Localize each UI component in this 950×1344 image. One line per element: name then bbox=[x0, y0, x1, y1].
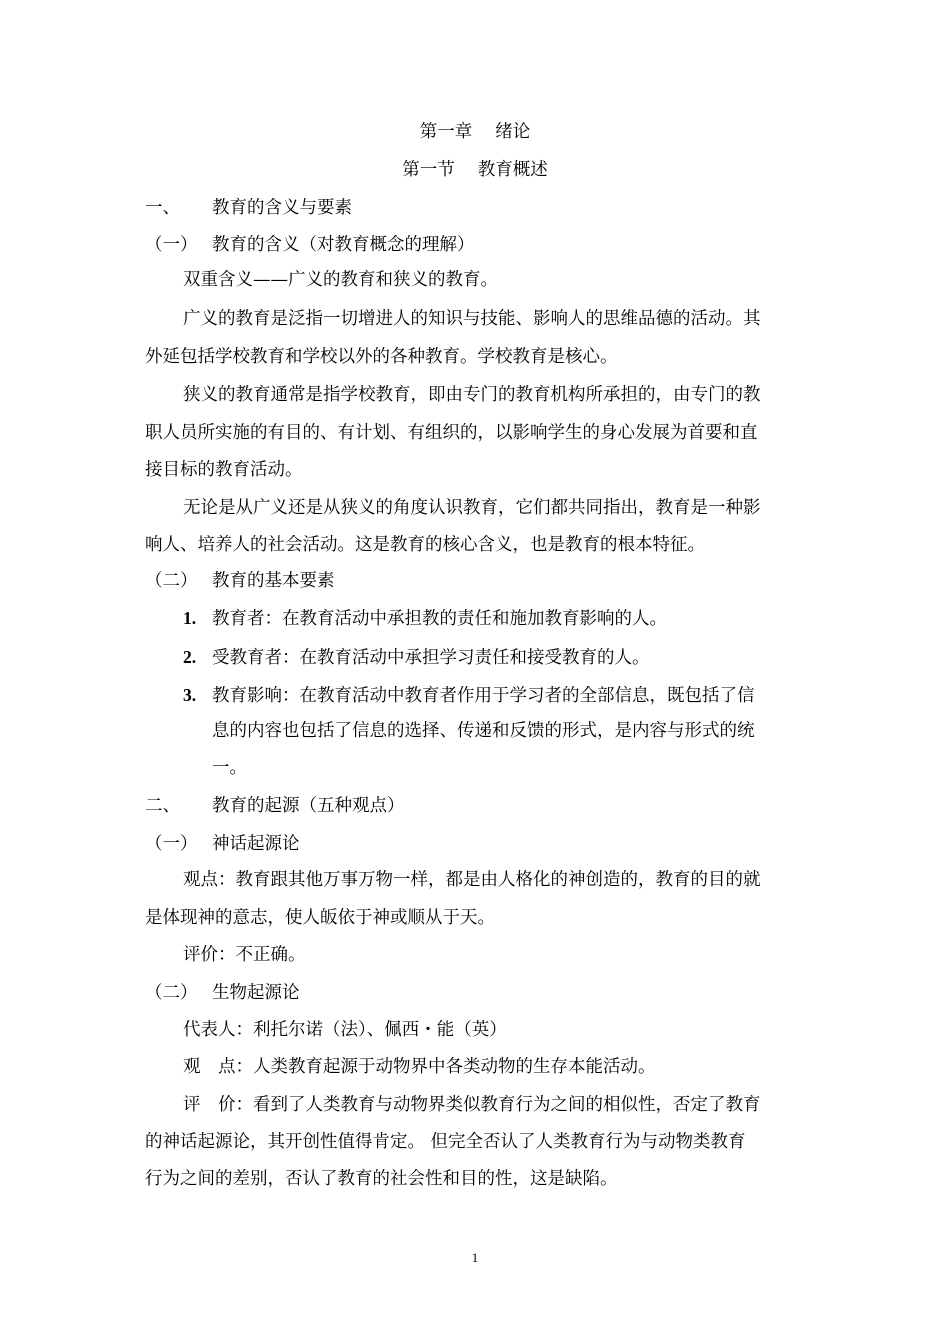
paragraph-line: 的神话起源论，其开创性值得肯定。 但完全否认了人类教育行为与动物类教育 bbox=[145, 1132, 746, 1152]
list-item-number: 2. bbox=[183, 647, 197, 667]
chapter-title: 第一章 绪论 bbox=[419, 122, 531, 142]
list-item-continuation: 息的内容也包括了信息的选择、传递和反馈的形式，是内容与形式的统 bbox=[212, 721, 755, 741]
paragraph-line: 无论是从广义还是从狭义的角度认识教育，它们都共同指出，教育是一种影 bbox=[183, 498, 761, 518]
list-item-number: 1. bbox=[183, 608, 197, 628]
heading-1-2-number: （二） bbox=[145, 571, 198, 591]
heading-1-text: 教育的含义与要素 bbox=[212, 198, 352, 218]
heading-2-text: 教育的起源（五种观点） bbox=[212, 796, 405, 816]
paragraph-line: 观点：教育跟其他万事万物一样，都是由人格化的神创造的，教育的目的就 bbox=[183, 870, 761, 890]
heading-2-1-number: （一） bbox=[145, 834, 198, 854]
heading-2-2 bbox=[145, 981, 300, 1005]
list-item bbox=[183, 645, 650, 669]
paragraph-line: 响人、培养人的社会活动。这是教育的核心含义，也是教育的根本特征。 bbox=[145, 535, 705, 555]
heading-1-1-text: 教育的含义（对教育概念的理解） bbox=[212, 235, 475, 255]
heading-1 bbox=[145, 196, 352, 220]
paragraph-line: 是体现神的意志，使人皈依于神或顺从于天。 bbox=[145, 908, 495, 928]
heading-2-2-number: （二） bbox=[145, 983, 198, 1003]
paragraph-dual-meaning: 双重含义——广义的教育和狭义的教育。 bbox=[183, 270, 498, 290]
list-item-text: 教育影响：在教育活动中教育者作用于学习者的全部信息，既包括了信 bbox=[212, 686, 755, 706]
list-item-text: 受教育者：在教育活动中承担学习责任和接受教育的人。 bbox=[212, 648, 650, 668]
paragraph-myth-evaluation: 评价：不正确。 bbox=[183, 945, 306, 965]
heading-2-2-text: 生物起源论 bbox=[212, 983, 300, 1003]
paragraph-line: 外延包括学校教育和学校以外的各种教育。学校教育是核心。 bbox=[145, 347, 618, 367]
heading-1-2-text: 教育的基本要素 bbox=[212, 571, 335, 591]
paragraph-line: 评 价：看到了人类教育与动物界类似教育行为之间的相似性，否定了教育 bbox=[183, 1095, 761, 1115]
heading-1-2 bbox=[145, 569, 335, 593]
heading-2-1-text: 神话起源论 bbox=[212, 834, 300, 854]
paragraph-line: 广义的教育是泛指一切增进人的知识与技能、影响人的思维品德的活动。其 bbox=[183, 309, 761, 329]
paragraph-representatives: 代表人：利托尔诺（法）、佩西・能（英） bbox=[183, 1020, 507, 1040]
paragraph-line: 接目标的教育活动。 bbox=[145, 460, 303, 480]
heading-1-1-number: （一） bbox=[145, 235, 198, 255]
heading-2-1 bbox=[145, 832, 300, 856]
heading-1-number: 一、 bbox=[145, 198, 180, 218]
heading-2-number: 二、 bbox=[145, 796, 180, 816]
list-item-number: 3. bbox=[183, 685, 197, 705]
paragraph-line: 职人员所实施的有目的、有计划、有组织的，以影响学生的身心发展为首要和直 bbox=[145, 423, 758, 443]
section-title: 第一节 教育概述 bbox=[402, 160, 548, 180]
heading-1-1 bbox=[145, 233, 475, 257]
list-item bbox=[183, 606, 667, 630]
heading-2 bbox=[145, 794, 405, 818]
list-item-text: 教育者：在教育活动中承担教的责任和施加教育影响的人。 bbox=[212, 609, 667, 629]
paragraph-bio-view: 观 点：人类教育起源于动物界中各类动物的生存本能活动。 bbox=[183, 1057, 656, 1077]
list-item-continuation: 一。 bbox=[212, 758, 247, 778]
paragraph-line: 狭义的教育通常是指学校教育，即由专门的教育机构所承担的，由专门的教 bbox=[183, 385, 761, 405]
list-item bbox=[183, 683, 755, 707]
page-number: 1 bbox=[471, 1250, 479, 1265]
paragraph-line: 行为之间的差别，否认了教育的社会性和目的性，这是缺陷。 bbox=[145, 1169, 618, 1189]
